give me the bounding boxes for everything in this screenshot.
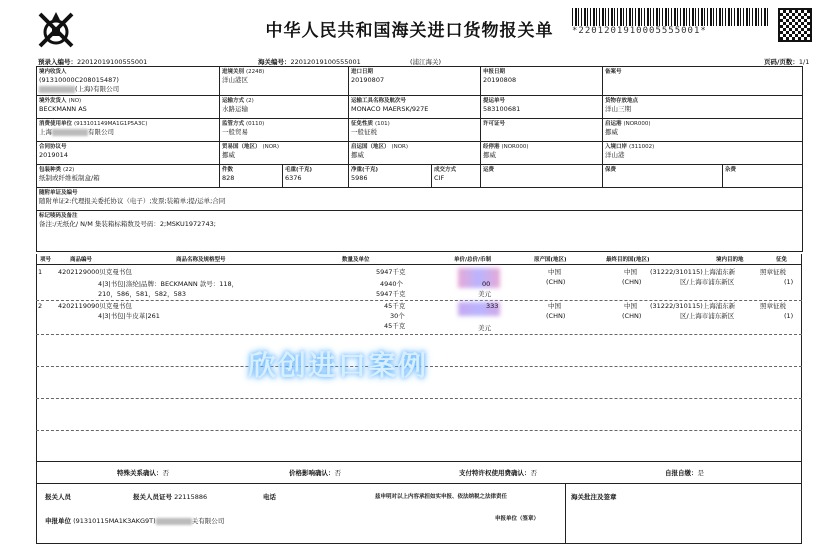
freight-cell: 运费 (481, 165, 603, 188)
vessel-cell: 运输工具名称及航次号 MONACO MAERSK/927E (349, 96, 481, 119)
goods-item-1-levy2: (1) (784, 278, 794, 286)
goods-header: 项号 商品编号 商品名称及规格型号 数量及单位 单价/总价/币制 原产国(地区) 最终目的国(地区) 境内目的地 征免 (36, 254, 802, 265)
page-number: 页码/页数：1/1 (764, 58, 810, 66)
barcode-text: *2201201910005555001* (572, 26, 707, 36)
misc-cell: 杂费 (723, 165, 803, 188)
goods-item-1-qty1: 5947千克 (376, 268, 406, 276)
goods-item-2-dest2: (CHN) (622, 312, 642, 320)
goods-divider (36, 430, 802, 431)
supervision-cell: 监管方式 (0110) 一般贸易 (220, 119, 349, 142)
overseas-cell: 境外发货人 (NO) BECKMANN AS (37, 96, 220, 119)
goods-item-1-dom1: (31222/310115)上海浦东新 (650, 268, 736, 276)
depart-port-cell: 启运港 (NOR000) 挪威 (603, 119, 803, 142)
goods-divider (36, 300, 802, 301)
transit-port-cell: 经停港 (NOR000) 挪威 (481, 142, 603, 165)
goods-item-2-qty3: 45千克 (384, 322, 406, 330)
goods-item-1-qty2: 4940个 (380, 280, 404, 288)
origin-country-cell: 启运国（地区） (NOR) 挪威 (349, 142, 481, 165)
qr-code-icon (778, 8, 812, 42)
goods-item-1-no: 1 (38, 268, 43, 276)
goods-item-1-currency: 美元 (478, 290, 491, 298)
goods-item-2-qty2: 30个 (390, 312, 405, 320)
entry-office-cell: 进境关别 (2248) 洋山港区 (220, 67, 349, 96)
goods-item-2-line1: 4202119090贝克曼书包 (58, 302, 132, 310)
goods-item-2-dom2: 区/上海市浦东新区 (680, 312, 735, 320)
goods-item-2-levy1: 照章征税 (760, 302, 786, 310)
goods-item-1-line3: 210，586，581，582，583 (98, 290, 187, 298)
goods-item-2-levy2: (1) (784, 312, 794, 320)
pieces-gross-cell: 件数 828 毛重(千克) 6376 (220, 165, 349, 188)
goods-item-2-origin1: 中国 (548, 302, 561, 310)
goods-item-2-dest1: 中国 (624, 302, 637, 310)
goods-item-2-currency: 美元 (478, 324, 491, 332)
declaration-form (36, 66, 803, 252)
goods-item-1-dest2: (CHN) (622, 278, 642, 286)
marks-cell: 标记唛码及备注 备注:/无纸化/ N/M 集装箱标箱数及号码：2;MSKU1972743; (37, 211, 803, 252)
goods-item-1-price: 00 (482, 280, 491, 288)
declare-date-cell: 申报日期 20190808 (481, 67, 603, 96)
package-cell: 包装种类 (22) 纸制或纤维板制盒/箱 (37, 165, 220, 188)
goods-item-2-no: 2 (38, 302, 43, 310)
watermark: 欣创进口案例 (248, 349, 429, 382)
signature-area: 报关人员 报关人员证号 22115886 电话 兹申明对以上内容承担如实申报、依法纳税之法律责任 海关批注及签章 申报单位 (91310115MA1K3AKG9T) 关有限公司 申报单位（签章） (36, 484, 802, 544)
barcode (572, 8, 768, 26)
goods-item-2-dom1: (31222/310115)上海浦东新 (650, 302, 736, 310)
goods-item-1-origin1: 中国 (548, 268, 561, 276)
goods-item-1-qty3: 5947千克 (376, 290, 406, 298)
preentry-number: 预录入编号：22012019100555001 (38, 58, 148, 66)
license-cell: 许可证号 (481, 119, 603, 142)
goods-item-2-price: 333 (486, 302, 499, 310)
bill-cell: 提运单号 583100681 (481, 96, 603, 119)
goods-item-1-dom2: 区/上海市浦东新区 (680, 278, 735, 286)
record-no-cell: 备案号 (603, 67, 803, 96)
goods-item-2-qty1: 45千克 (384, 302, 406, 310)
entry-port-cell: 入境口岸 (311002) 洋山港 (603, 142, 803, 165)
docs-cell: 随附单证及编号 随附单证2:代理报关委托协议（电子）;发票;装箱单;提/运单;合同 (37, 188, 803, 211)
page-title: 中华人民共和国海关进口货物报关单 (265, 21, 554, 41)
insurance-cell: 保费 (603, 165, 723, 188)
consignee-cell: 境内收货人 (91310000C208015487) (上海)有限公司 (37, 67, 220, 96)
goods-place-cell: 货物存放地点 洋山三期 (603, 96, 803, 119)
goods-item-1-line1: 4202129000贝克曼书包 (58, 268, 132, 276)
goods-item-1-dest1: 中国 (624, 268, 637, 276)
confirmation-row: 特殊关系确认：否 价格影响确认：否 支付特许权使用费确认：否 自报自缴：是 (36, 462, 802, 484)
goods-item-1-line2: 4|3|书包|涤纶|品牌：BECKMANN 款号：118， (98, 280, 239, 288)
goods-item-2-origin2: (CHN) (546, 312, 566, 320)
customs-number: 海关编号：22012019100555001 (258, 58, 361, 66)
trade-country-cell: 贸易国（地区） (NOR) 挪威 (220, 142, 349, 165)
import-date-cell: 进口日期 20190807 (349, 67, 481, 96)
goods-item-1-price-redacted (458, 268, 500, 288)
contract-cell: 合同协议号 2019014 (37, 142, 220, 165)
goods-item-1-levy1: 照章征税 (760, 268, 786, 276)
goods-divider (36, 334, 802, 335)
goods-divider (36, 398, 802, 399)
consumer-cell: 消费使用单位 (913101149MA1G1P5A3C) 上海 有限公司 (37, 119, 220, 142)
goods-item-1-origin2: (CHN) (546, 278, 566, 286)
transport-cell: 运输方式 (2) 水路运输 (220, 96, 349, 119)
levy-cell: 征免性质 (101) 一般征税 (349, 119, 481, 142)
net-deal-cell: 净重(千克) 5986 成交方式 CIF (349, 165, 481, 188)
customs-port: (浦江海关) (410, 58, 442, 66)
goods-item-2-line2: 4|3|书包|牛皮革|261 (98, 312, 160, 320)
